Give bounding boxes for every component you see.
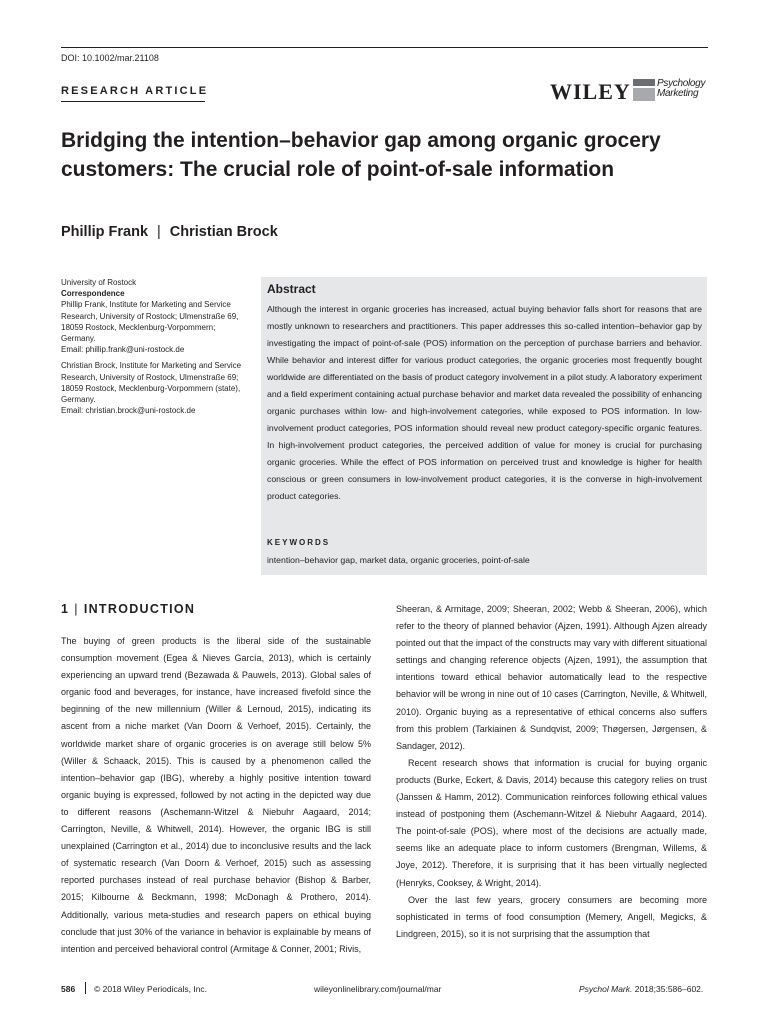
paragraph: Recent research shows that information is crucial for buying organic products (Burke, Eckert, & Davis, 2014) because this category relies on trust (Janssen & Hamm, 2012). Communication reinforces following ethical values instead of postponing them (Aschemann-Witzel & Niebuhr Aagaard, 2014). The point-of-sale (POS), where most of the decisions are actually made, seems like an adequate place to inform customers (Brengman, Willems, & Joye, 2012). Therefore, it is surprising that it has been virtually neglected (Henryks, Cooksey, & Wright, 2014). — [396, 757, 707, 888]
journal-logo-mark-bottom — [633, 88, 655, 101]
abstract-text: Although the interest in organic groceries has increased, actual buying behavior falls short for reasons that are mostly unknown to researchers and practitioners. This paper addresses this so-called intention–behavior gap by investigating the impact of point-of-sale (POS) information on the perception of purchase barriers and behavior. While behavior and interest differ for various product categories, the organic groceries most frequently bought worldwide are differentiated on the basis of product category involvement in a pilot study. A laboratory experiment and a field experiment containing actual purchase behavior and market data revealed the possibility of enhancing organic purchases within low- and high-involvement categories, while exposed to POS information. In low-involvement product categories, POS information should reveal new product category-specific organic features. In high-involvement product categories, the perceived addition of value for money is crucial for purchasing organic groceries. While the effect of POS information on perceived trust and knowledge is higher for health conscious or green consumers in low-involvement product categories, it is the converse in high-involvement product categories. — [267, 304, 702, 501]
journal-abbrev: Psychol Mark. — [579, 984, 633, 994]
paragraph: Over the last few years, grocery consumers are becoming more sophisticated in terms of food consumption (Memery, Angell, Megicks, & Lindgreen, 2015), so it is not surprising that the assumption that — [396, 894, 707, 939]
email-2[interactable]: Email: christian.brock@uni-rostock.de — [61, 406, 196, 416]
publisher-logo[interactable]: WILEY — [550, 79, 631, 104]
section-bar: | — [74, 602, 79, 616]
article-type-underline — [61, 101, 205, 102]
author-2[interactable]: Christian Brock — [169, 224, 278, 240]
keywords-heading: KEYWORDS — [267, 538, 331, 547]
footer-divider — [85, 982, 86, 994]
page-number: 586 — [61, 984, 76, 994]
body-column-left — [61, 633, 371, 958]
correspondence-2: Christian Brock, Institute for Marketing and Service Research, University of Rostock, Ulmenstraße 69; 18059 Rostock, Mecklenburg-Vorpommern (state), Germany. — [61, 361, 242, 405]
article-title: Bridging the intention–behavior gap among organic grocery customers: The crucial role of point-of-sale information — [61, 129, 661, 181]
email-1[interactable]: Email: phillip.frank@uni-rostock.de — [61, 345, 185, 355]
affiliation-block — [61, 277, 251, 416]
header-rule — [61, 47, 708, 48]
abstract-heading: Abstract — [267, 282, 316, 296]
journal-url[interactable]: wileyonlinelibrary.com/journal/mar — [314, 984, 442, 994]
article-type: RESEARCH ARTICLE — [61, 85, 209, 97]
section-number: 1 — [61, 602, 70, 616]
keywords-list: intention–behavior gap, market data, organic groceries, point-of-sale — [267, 555, 530, 565]
journal-logo-line1: Psychology — [657, 78, 706, 89]
author-1[interactable]: Phillip Frank — [61, 224, 149, 240]
correspondence-1: Phillip Frank, Institute for Marketing and Service Research, University of Rostock; Ulmenstraße 69, 18059 Rostock, Mecklenburg-Vorpommern; Germany. — [61, 300, 239, 344]
copyright: © 2018 Wiley Periodicals, Inc. — [94, 984, 208, 994]
paragraph: Sheeran, & Armitage, 2009; Sheeran, 2002; Webb & Sheeran, 2006), which refer to the theory of planned behavior (Ajzen, 1991). Although Ajzen already pointed out that the impact of the constructs may vary with different situational settings and changing reference objects (Ajzen, 1991), the assumption that intentions toward ethical behavior automatically lead to the respective behavior will be wrong in nine out of 10 cases (Carrington, Neville, & Whitwell, 2010). Organic buying as a representative of ethical concerns also suffers from this problem (Tarkiainen & Sundqvist, 2009; Thøgersen, Jørgensen, & Sandager, 2012). — [396, 604, 707, 751]
journal-logo-line2: Marketing — [657, 88, 699, 99]
author-separator: | — [157, 224, 161, 240]
affiliation-university: University of Rostock — [61, 278, 137, 287]
section-title: INTRODUCTION — [83, 602, 196, 616]
journal-logo-mark-top — [633, 79, 655, 86]
body-column-right — [396, 601, 707, 943]
author-list — [61, 224, 278, 240]
citation-details: 2018;35:586–602. — [632, 984, 704, 994]
journal-logo[interactable] — [633, 79, 709, 101]
citation — [579, 984, 703, 994]
doi[interactable]: DOI: 10.1002/mar.21108 — [61, 53, 159, 63]
correspondence-label: Correspondence — [61, 289, 125, 299]
paragraph: The buying of green products is the liberal side of the sustainable consumption movement (Egea & Nieves García, 2013), which is certainly experiencing an upward trend (Bezawada & Pauwels, 2013). Global sales of organic food and beverages, for instance, have increased fivefold since the beginning of the new millennium (Willer & Lernoud, 2015), indicating its ascent from a niche market (Van Doorn & Verhoef, 2015). Certainly, the worldwide market share of organic groceries is on average still below 5% (Willer & Schaack, 2015). This is caused by a phenomenon called the intention–behavior gap (IBG), whereby a highly positive intention toward organic buying is expressed, followed by not acting in the depicted way due to different reasons (Aschemann-Witzel & Niebuhr Aagaard, 2014; Carrington, Neville, & Whitwell, 2014). However, the organic IBG is still unexplained (Carrington et al., 2014) due to inconclusive results and the lack of systematic research (Van Doorn & Verhoef, 2015) such as assessing reported purchases instead of real purchase behavior (Bishop & Barber, 2015; Kilbourne & Beckmann, 1998; McDonagh & Prothero, 2014). Additionally, various meta-studies and research papers on ethical buying conclude that just 30% of the variance in behavior is explainable by means of intention and perceived behavioral control (Armitage & Conner, 2001; Rivis, — [61, 636, 371, 954]
journal-logo-text — [657, 79, 705, 99]
section-heading — [61, 602, 195, 616]
